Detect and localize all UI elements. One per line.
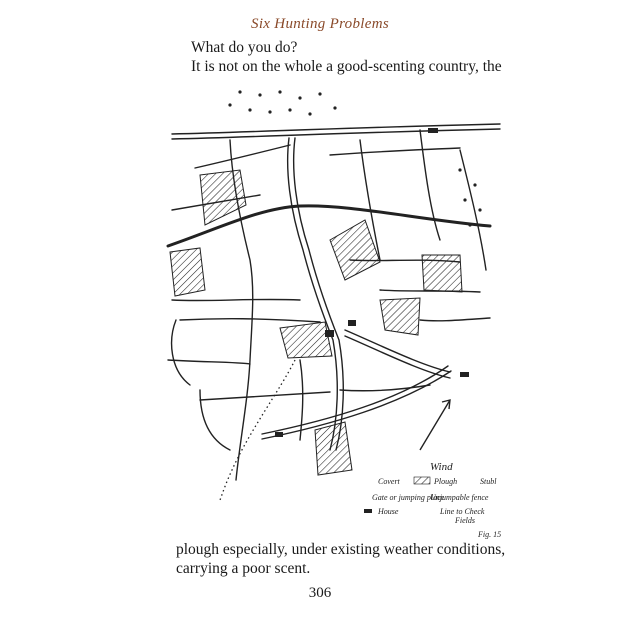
legend-plough: Plough [434, 477, 458, 486]
body-text-line: carrying a poor scent. [176, 560, 311, 577]
legend-stubble: Stubl [480, 477, 497, 486]
figure-label: Fig. 15 [478, 530, 502, 539]
running-head: Six Hunting Problems [251, 16, 389, 32]
wind-label: Wind [430, 461, 453, 473]
page-number: 306 [308, 585, 332, 601]
legend-covert: Covert [378, 477, 400, 486]
legend-gate: Gate or jumping place [372, 493, 445, 502]
body-text-line: It is not on the whole a good-scenting country, the [191, 58, 502, 75]
legend-house: House [378, 507, 399, 516]
body-text-line: What do you do? [191, 39, 298, 56]
body-text-line: plough especially, under existing weather conditions, [176, 541, 506, 558]
legend-fields: Fields [455, 516, 475, 525]
legend-line-check: Line to Check [440, 507, 485, 516]
legend-unjumpable: Unjumpable fence [430, 493, 489, 502]
